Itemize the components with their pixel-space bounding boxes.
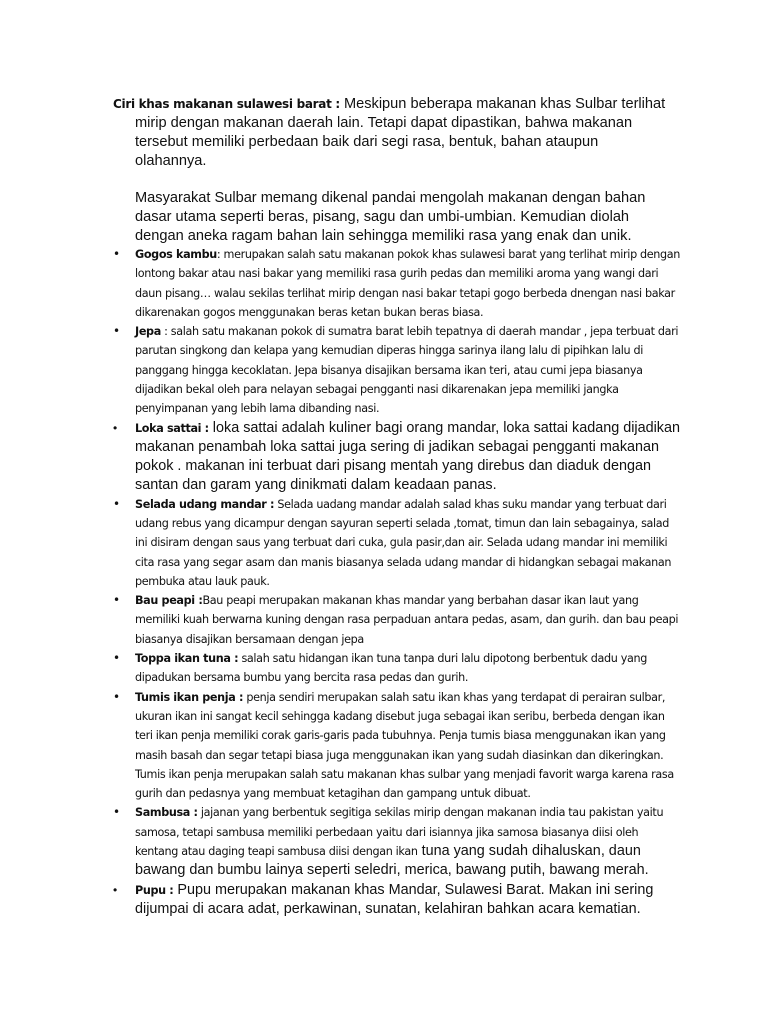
list-item-bau-peapi: [113, 591, 683, 649]
item-text: Selada uadang mandar adalah salad khas suku mandar yang terbuat dari udang rebus yang dicampur dengan sayuran seperti selada ,tomat, timun dan lain sebagainya, salad ini disiram dengan saus yang terbuat dari cuka, gula pasir,dan air. Selada udang mandar ini memiliki cita rasa yang segar asam dan manis biasanya selada udang mandar di hidangkan sebagai makanan pembuka atau lauk pauk.: [135, 497, 672, 588]
item-text: loka sattai adalah kuliner bagi orang mandar, loka sattai kadang dijadikan makanan penambah loka sattai juga sering di jadikan sebagai pengganti makanan pokok . makanan ini terbuat dari pisang mentah yang direbus dan diaduk dengan santan dan garam yang dinikmati dalam keadaan panas.: [135, 419, 681, 493]
item-term: Loka sattai :: [135, 421, 209, 435]
bullet-icon: •: [113, 651, 120, 666]
intro-section: [113, 95, 673, 246]
bullet-icon: •: [113, 324, 120, 339]
bullet-icon: •: [113, 496, 120, 511]
list-item-pupu: [113, 881, 683, 919]
list-item-selada-udang-mandar: [113, 495, 683, 591]
item-text-tail: tuna yang sudah dihaluskan, daun bawang dan bumbu lainya seperti seledri, merica, bawang putih, bawang merah.: [135, 843, 649, 879]
bullet-icon: •: [113, 805, 120, 820]
bullet-icon: •: [113, 689, 120, 704]
item-term: Sambusa :: [135, 806, 198, 820]
list-item-gogos-kambu: [113, 245, 683, 322]
item-text: Pupu merupakan makanan khas Mandar, Sulawesi Barat. Makan ini sering dijumpai di acara adat, perkawinan, sunatan, kelahiran bahkan acara kematian.: [135, 881, 654, 917]
bullet-icon: •: [113, 593, 120, 608]
intro-lead-label: Ciri khas makanan sulawesi barat :: [113, 97, 340, 111]
list-item-tumis-ikan-penja: [113, 688, 683, 804]
list-item-sambusa: [113, 803, 683, 880]
bullet-icon: •: [113, 420, 118, 435]
item-text: jajanan yang berbentuk segitiga sekilas mirip dengan makanan india tau pakistan yaitu samosa, tetapi sambusa memiliki perbedaan yaitu dari isiannya jika samosa biasanya diisi oleh kentang atau daging teapi sambusa diisi dengan ikan: [135, 806, 664, 859]
food-list: [113, 245, 683, 919]
list-item-loka-sattai: [113, 419, 683, 495]
item-term: Selada udang mandar :: [135, 497, 275, 511]
item-text: penja sendiri merupakan salah satu ikan khas yang terdapat di perairan sulbar, ukuran ikan ini sangat kecil sehingga kadang disebut juga sebagai ikan seribu, berbeda dengan ikan teri ikan penja memiliki corak garis-garis pada tubuhnya. Penja tumis biasa menggunakan ikan yang masih basah dan segar tetapi biasa juga menggunakan ikan yang sudah diasinkan dan dikeringkan. Tumis ikan penja merupakan salah satu makanan khas sulbar yang menjadi favorit warga karena rasa gurih dan pedasnya yang membuat ketagihan dan gampang untuk dibuat.: [135, 690, 674, 801]
item-text: : merupakan salah satu makanan pokok khas sulawesi barat yang terlihat mirip dengan lontong bakar atau nasi bakar yang memiliki rasa gurih pedas dan memiliki aroma yang wangi dari daun pisang… walau sekilas terlihat mirip dengan nasi bakar tetapi gogo berbeda dnengan nasi bakar dikarenakan gogos menggunakan beras ketan bukan beras biasa.: [135, 248, 681, 319]
intro-paragraph-1: [113, 95, 673, 171]
list-item-toppa-ikan-tuna: [113, 649, 683, 688]
item-text: Bau peapi merupakan makanan khas mandar yang berbahan dasar ikan laut yang memiliki kuah berwarna kuning dengan rasa perpaduan antara pedas, asam, dan gurih. dan bau peapi biasanya disajikan bersamaan dengan jepa: [135, 594, 679, 646]
intro-paragraph-2: Masyarakat Sulbar memang dikenal pandai mengolah makanan dengan bahan dasar utama seperti beras, pisang, sagu dan umbi-umbian. Kemudian diolah dengan aneka ragam bahan lain sehingga memiliki rasa yang enak dan unik.: [135, 190, 646, 244]
bullet-icon: •: [113, 882, 118, 897]
item-term: Tumis ikan penja :: [135, 690, 244, 704]
item-text: : salah satu makanan pokok di sumatra barat lebih tepatnya di daerah mandar , jepa terbuat dari parutan singkong dan kelapa yang kemudian diperas hingga sarinya ilang lalu di pipihkan lalu di panggang hingga kecoklatan. Jepa bisanya disajikan bersama ikan teri, atau cumi jepa biasanya dijadikan bekal oleh para nelayan sebagai pengganti nasi dikarenakan jepa memiliki jangka penyimpanan yang lebih lama dibanding nasi.: [135, 325, 679, 416]
item-term: Gogos kambu: [135, 248, 217, 261]
item-term: Jepa: [135, 325, 161, 339]
item-text: salah satu hidangan ikan tuna tanpa duri lalu dipotong berbentuk dadu yang dipadukan bersama bumbu yang bercita rasa pedas dan gurih.: [135, 652, 647, 685]
item-term: Bau peapi :: [135, 594, 203, 608]
intro-paragraph-1-text: Meskipun beberapa makanan khas Sulbar terlihat mirip dengan makanan daerah lain. Tetapi dapat dipastikan, bahwa makanan tersebut memiliki perbedaan baik dari segi rasa, bentuk, bahan ataupun olahannya.: [135, 96, 666, 169]
list-item-jepa: [113, 322, 683, 418]
item-term: Toppa ikan tuna :: [135, 652, 239, 666]
item-term: Pupu :: [135, 883, 174, 897]
bullet-icon: •: [113, 247, 120, 261]
